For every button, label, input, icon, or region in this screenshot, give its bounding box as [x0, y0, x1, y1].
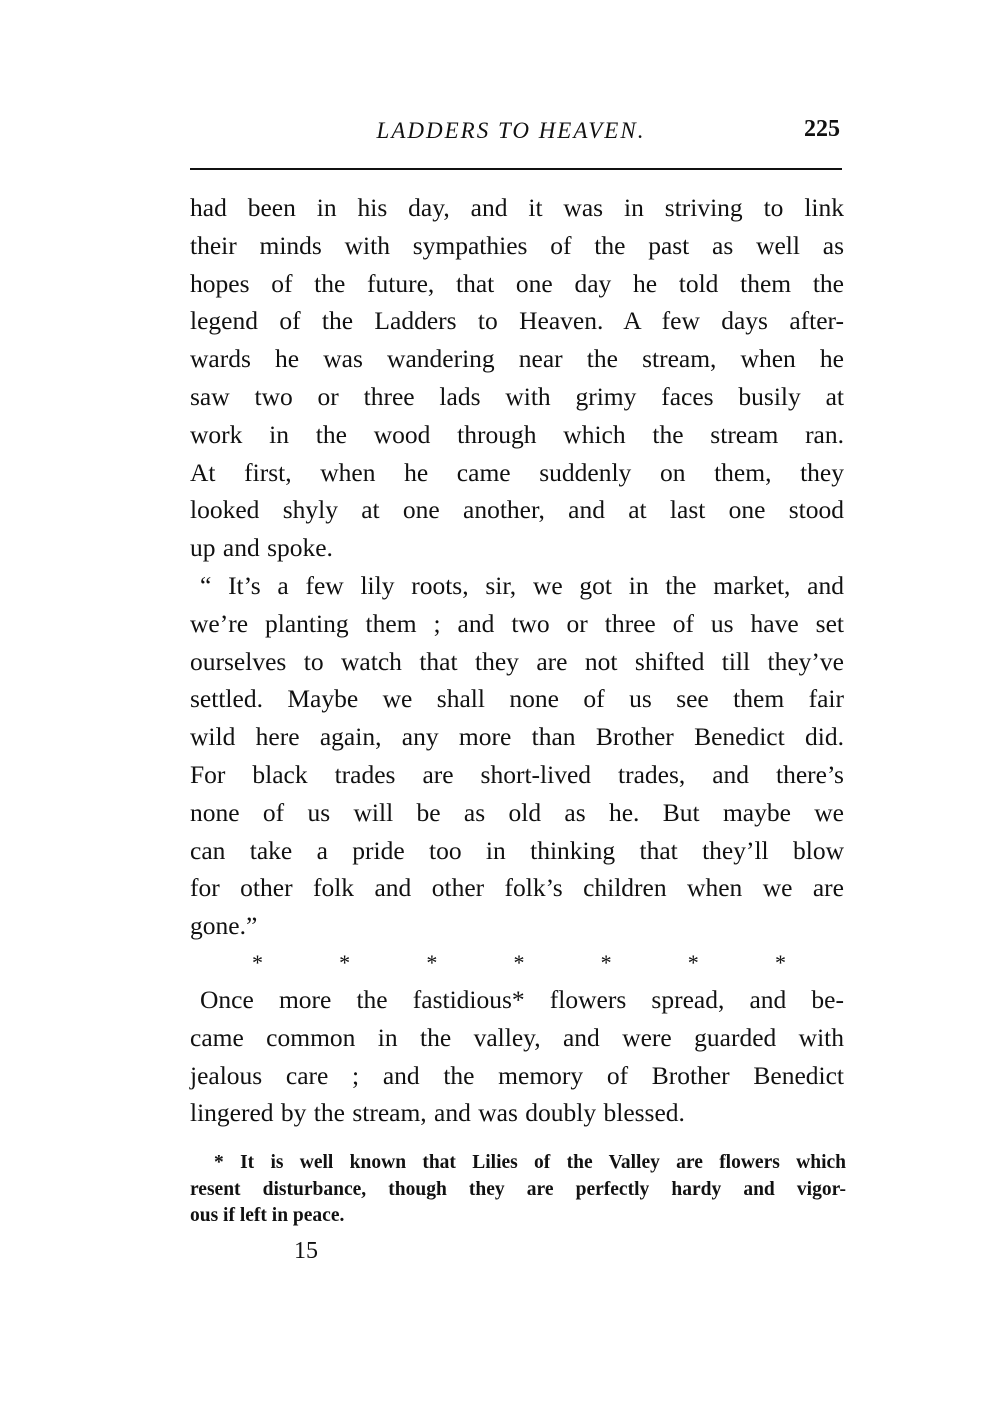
text-line: none of us will be as old as he. But maybe we: [190, 797, 844, 827]
text-line: lingered by the stream, and was doubly blessed.: [190, 1098, 685, 1128]
header-rule: [190, 168, 842, 170]
text-line: came common in the valley, and were guarded with: [190, 1022, 844, 1052]
footnote-line: resent disturbance, though they are perfectly hardy and vigor-: [190, 1178, 846, 1200]
text-line: Once more the fastidious* flowers spread, and be-: [200, 984, 844, 1014]
text-line: For black trades are short-lived trades, and there’s: [190, 759, 844, 789]
footnote-line: ous if left in peace.: [190, 1205, 345, 1226]
text-line: “ It’s a few lily roots, sir, we got in the market, and: [200, 570, 844, 600]
text-line: had been in his day, and it was in striving to link: [190, 193, 844, 222]
section-break-stars: [190, 945, 844, 981]
text-line: work in the wood through which the stream ran.: [190, 419, 844, 449]
text-line: wild here again, any more than Brother Benedict did.: [190, 722, 844, 752]
text-line: can take a pride too in thinking that they’ll blow: [190, 835, 844, 865]
text-line: their minds with sympathies of the past as well as: [190, 230, 844, 260]
star: *: [426, 949, 438, 975]
text-line: for other folk and other folk’s children when we are: [190, 873, 844, 903]
footnote-line: * It is well known that Lilies of the Valley are flowers which: [214, 1152, 846, 1173]
star: *: [687, 949, 699, 975]
star: *: [513, 949, 525, 975]
signature-mark: 15: [294, 1238, 318, 1264]
text-line: ourselves to watch that they are not shifted till they’ve: [190, 646, 844, 676]
text-line: At first, when he came suddenly on them, they: [190, 457, 844, 487]
text-line: legend of the Ladders to Heaven. A few days after-: [190, 306, 844, 336]
star: *: [600, 949, 612, 975]
text-line: hopes of the future, that one day he told them the: [190, 268, 844, 298]
text-line: we’re planting them ; and two or three of us have set: [190, 608, 844, 638]
running-title: LADDERS TO HEAVEN.: [376, 118, 646, 143]
star: *: [252, 949, 263, 975]
text-line: up and spoke.: [190, 533, 333, 563]
text-line: looked shyly at one another, and at last one stood: [190, 495, 844, 525]
star: *: [339, 949, 351, 975]
text-line: saw two or three lads with grimy faces busily at: [190, 381, 844, 411]
text-line: settled. Maybe we shall none of us see them fair: [190, 684, 844, 714]
text-line: wards he was wandering near the stream, when he: [190, 344, 844, 374]
text-line: gone.”: [190, 911, 258, 941]
body-text: [190, 189, 844, 1132]
page-number: 225: [804, 116, 840, 142]
footnote: [190, 1150, 846, 1230]
star: *: [774, 949, 786, 975]
running-header: [190, 114, 842, 154]
text-line: jealous care ; and the memory of Brother Benedict: [190, 1060, 844, 1090]
